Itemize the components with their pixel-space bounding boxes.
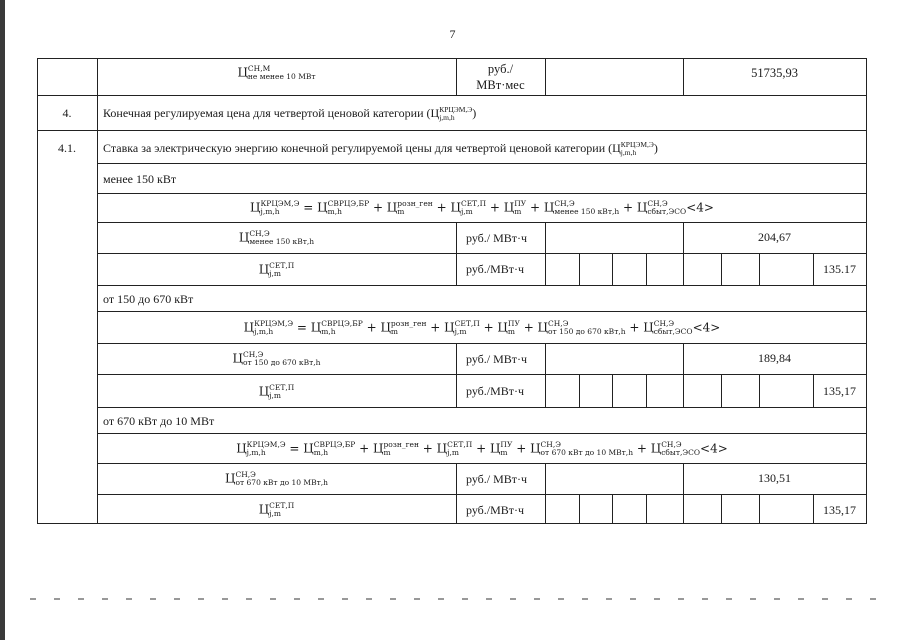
formula: Ц КРЦЭМ,Э j,m,h = Ц СВРЦЭ,БР m,h + Ц розн_ген m + Ц СЕТ,П j,m + Ц ПУ m + Ц СН,Э от 150 до 670 кВт,h + Ц СН,Э сбыт,ЭСО <4> [243,319,721,336]
energy-value: 204,67 [758,230,791,244]
network-component-symbol: Ц СЕТ,П j,m [258,501,295,518]
network-unit: руб./МВт·ч [466,262,525,276]
energy-component-symbol: Ц СН,Э менее 150 кВт,h [238,229,315,246]
energy-unit: руб./ МВт·ч [466,231,528,245]
energy-component-symbol: Ц СН,Э от 150 до 670 кВт,h [232,350,321,367]
row-4-number: 4. [62,106,72,120]
network-component-symbol: Ц СЕТ,П j,m [258,261,295,278]
energy-component-symbol: Ц СН,Э от 670 кВт до 10 МВт,h [225,470,328,487]
network-value: 135.17 [823,262,856,276]
network-unit: руб./МВт·ч [466,503,525,517]
group-heading: от 670 кВт до 10 МВт [103,414,215,428]
energy-unit: руб./ МВт·ч [466,352,528,366]
page-number: 7 [449,27,456,41]
network-value: 135,17 [823,384,856,398]
energy-unit: руб./ МВт·ч [466,472,528,486]
energy-value: 130,51 [758,471,791,485]
group-heading: от 150 до 670 кВт [103,292,194,306]
network-unit: руб./МВт·ч [466,384,525,398]
page-edge [0,0,5,640]
group-heading: менее 150 кВт [103,172,177,186]
scan-artifact-dashes [30,598,890,600]
row-41-title: Ставка за электрическую энергию конечной регулируемой цены для четвертой ценовой категории (Ц КРЦЭМ,Э j,m,h ) [103,140,658,158]
top-row-unit: руб./ МВт·мес [476,62,525,92]
top-row-symbol: Ц СН,М не менее 10 МВт [237,64,316,81]
formula: Ц КРЦЭМ,Э j,m,h = Ц СВРЦЭ,БР m,h + Ц розн_ген m + Ц СЕТ,П j,m + Ц ПУ m + Ц СН,Э от 670 кВт до 10 МВт,h + Ц СН,Э сбыт,ЭСО <4> [236,440,728,457]
network-value: 135,17 [823,503,856,517]
network-component-symbol: Ц СЕТ,П j,m [258,383,295,400]
row-4-title: Конечная регулируемая цена для четвертой ценовой категории (Ц КРЦЭМ,Э j,m,h ) [103,105,477,123]
formula: Ц КРЦЭМ,Э j,m,h = Ц СВРЦЭ,БР m,h + Ц розн_ген m + Ц СЕТ,П j,m + Ц ПУ m + Ц СН,Э менее 150 кВт,h + Ц СН,Э сбыт,ЭСО <4> [250,199,714,216]
energy-value: 189,84 [758,351,791,365]
top-row-value: 51735,93 [751,66,798,80]
row-41-number: 4.1. [58,141,76,155]
